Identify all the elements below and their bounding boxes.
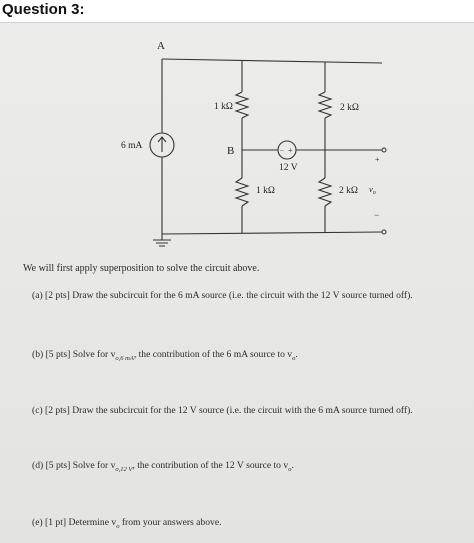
question-b: (b) [5 pts] Solve for $v_{o,6 mA}$, the contribution of the 6 mA source to $v_o$. [32,349,298,362]
node-b-label: B [227,145,235,157]
ground-icon [153,240,171,246]
output-label: $v_o$ [369,184,376,196]
question-c: (c) [2 pts] Draw the subcircuit for the 12 V source (i.e. the circuit with the 6 mA source turned off). [32,405,413,416]
question-d: (d) [5 pts] Solve for $v_{o,12 V}$, the contribution of the 12 V source to $v_o$. [32,460,294,473]
voltage-source-minus: − [280,147,284,155]
resistor-top-right [319,92,331,118]
output-minus: − [374,210,380,220]
question-title: Question 3: [2,1,85,18]
r-bottom-left-label: 1 kΩ [256,186,275,196]
output-terminal-top [382,148,386,152]
output-terminal-bottom [382,230,386,234]
current-source-icon [150,133,174,157]
r-top-left-label: 1 kΩ [214,102,233,112]
intro-text: We will first apply superposition to solve the circuit above. [23,263,260,274]
resistor-top-left [236,92,248,118]
resistor-bottom-right [319,178,331,206]
current-source-label: 6 mA [121,141,143,151]
voltage-source-plus: + [288,146,293,155]
voltage-source-label: 12 V [279,163,298,173]
question-a: (a) [2 pts] Draw the subcircuit for the 6 mA source (i.e. the circuit with the 12 V source turned off). [32,290,413,301]
output-plus: + [375,155,380,164]
r-bottom-right-label: 2 kΩ [339,186,358,196]
question-e: (e) [1 pt] Determine $v_o$ from your answers above. [32,517,222,530]
node-a-label: A [157,40,165,52]
r-top-right-label: 2 kΩ [340,103,359,113]
resistor-bottom-left [236,178,248,206]
